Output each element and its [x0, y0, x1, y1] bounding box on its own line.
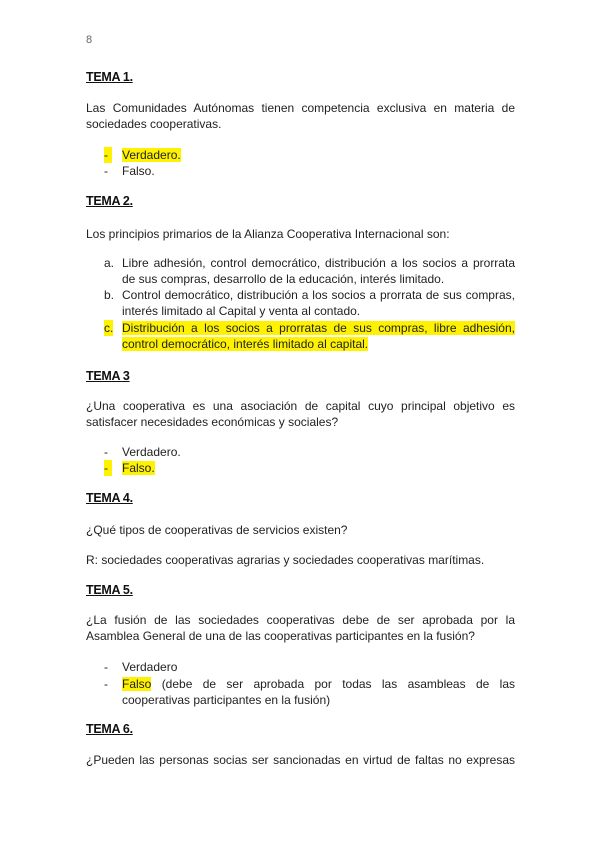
tema-5-heading: TEMA 5. — [86, 583, 133, 597]
option-marker: b. — [104, 288, 115, 302]
tema-3-question: ¿Una cooperativa es una asociación de capital cuyo principal objetivo es satisfacer necesidades económicas y sociales? — [86, 399, 515, 429]
option-text: Verdadero — [122, 660, 178, 674]
tema-5-option-falso — [104, 676, 515, 708]
tema-5-option-verdadero — [104, 659, 515, 675]
option-highlight-word: Falso — [122, 677, 152, 691]
tema-2-heading: TEMA 2. — [86, 194, 133, 208]
page-number: 8 — [86, 34, 93, 46]
option-marker: a. — [104, 256, 115, 270]
tema-2-option-b — [104, 287, 515, 319]
option-text: Control democrático, distribución a los socios a prorrata de sus compras, interés limitado al Capital y venta al contado. — [122, 288, 515, 318]
tema-3-option-falso — [104, 460, 515, 476]
bullet-marker: - — [104, 445, 108, 459]
tema-3-heading: TEMA 3 — [86, 369, 130, 383]
option-text: (debe de ser aprobada por todas las asambleas de las cooperativas participantes en la fusión) — [122, 677, 515, 707]
tema-5-question: ¿La fusión de las sociedades cooperativas debe de ser aprobada por la Asamblea General de una de las cooperativas participantes en la fusión? — [86, 613, 515, 643]
tema-3-option-verdadero — [104, 444, 515, 460]
bullet-marker: - — [104, 164, 108, 178]
tema-4-answer: R: sociedades cooperativas agrarias y sociedades cooperativas marítimas. — [86, 553, 485, 567]
tema-1-heading: TEMA 1. — [86, 70, 133, 84]
option-text: Falso. — [122, 164, 155, 178]
option-text: Verdadero. — [122, 445, 181, 459]
option-text: Verdadero. — [122, 148, 181, 162]
bullet-marker: - — [104, 460, 112, 476]
bullet-marker: - — [104, 147, 112, 163]
tema-4-question: ¿Qué tipos de cooperativas de servicios existen? — [86, 523, 348, 537]
option-marker: c. — [104, 321, 114, 335]
tema-6-heading: TEMA 6. — [86, 722, 133, 736]
option-text: Falso. — [122, 461, 155, 475]
tema-1-option-falso — [104, 163, 515, 179]
tema-6-question: ¿Pueden las personas socias ser sancionadas en virtud de faltas no expresas — [86, 753, 515, 767]
bullet-marker: - — [104, 660, 108, 674]
option-text: Distribución a los socios a prorratas de sus compras, libre adhesión, control democrático, interés limitado al capital. — [122, 321, 515, 351]
bullet-marker: - — [104, 677, 108, 691]
option-text: Libre adhesión, control democrático, distribución a los socios a prorrata de sus compras, desarrollo de la educación, interés limitado. — [122, 256, 515, 286]
tema-2-option-a — [104, 255, 515, 287]
tema-4-heading: TEMA 4. — [86, 491, 133, 505]
tema-2-question: Los principios primarios de la Alianza Cooperativa Internacional son: — [86, 227, 450, 241]
tema-2-option-c — [104, 320, 515, 352]
tema-1-option-verdadero — [104, 147, 515, 163]
tema-1-question: Las Comunidades Autónomas tienen competencia exclusiva en materia de sociedades cooperativas. — [86, 101, 515, 131]
